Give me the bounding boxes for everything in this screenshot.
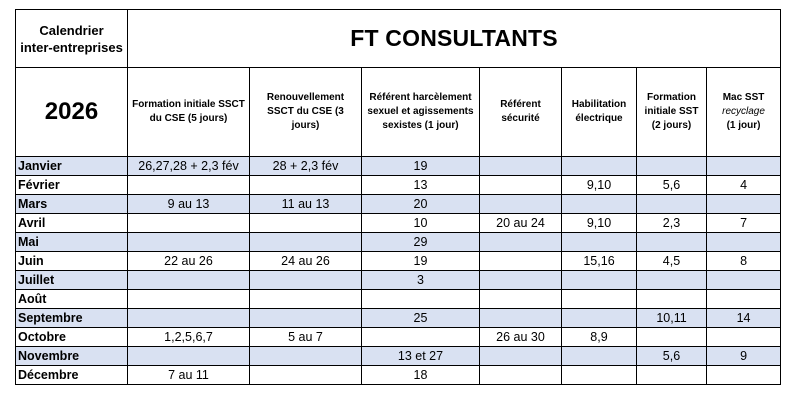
table-row (16, 271, 781, 290)
session-dates-cell: 19 (362, 157, 480, 176)
month-label: Juillet (16, 271, 128, 290)
session-dates-cell: 24 au 26 (250, 252, 362, 271)
session-dates-cell: 22 au 26 (128, 252, 250, 271)
session-dates-cell (707, 366, 781, 385)
session-dates-cell (250, 366, 362, 385)
title-row (16, 10, 781, 68)
month-label: Février (16, 176, 128, 195)
table-row (16, 176, 781, 195)
session-dates-cell: 14 (707, 309, 781, 328)
session-dates-cell: 13 et 27 (362, 347, 480, 366)
session-dates-cell (707, 233, 781, 252)
table-row (16, 290, 781, 309)
session-dates-cell (707, 271, 781, 290)
session-dates-cell (250, 290, 362, 309)
session-dates-cell: 19 (362, 252, 480, 271)
table-row (16, 195, 781, 214)
session-dates-cell: 9 (707, 347, 781, 366)
table-row (16, 214, 781, 233)
table-row (16, 366, 781, 385)
column-header-7 (707, 68, 781, 157)
session-dates-cell (562, 290, 637, 309)
session-dates-cell (250, 347, 362, 366)
column-header-duration: (1 jour) (726, 120, 761, 131)
session-dates-cell (128, 347, 250, 366)
table-row (16, 157, 781, 176)
month-label: Octobre (16, 328, 128, 347)
session-dates-cell: 7 au 11 (128, 366, 250, 385)
column-header-2 (250, 68, 362, 157)
month-label: Mai (16, 233, 128, 252)
session-dates-cell (562, 157, 637, 176)
session-dates-cell: 9,10 (562, 214, 637, 233)
column-header-label: Habilitation électrique (571, 99, 627, 124)
session-dates-cell: 2,3 (637, 214, 707, 233)
session-dates-cell (562, 309, 637, 328)
column-header-3 (362, 68, 480, 157)
session-dates-cell: 10,11 (637, 309, 707, 328)
session-dates-cell: 9,10 (562, 176, 637, 195)
session-dates-cell: 5 au 7 (250, 328, 362, 347)
calendar-label (16, 10, 128, 68)
company-title: FT CONSULTANTS (128, 10, 781, 68)
session-dates-cell (250, 214, 362, 233)
table-row (16, 328, 781, 347)
session-dates-cell: 11 au 13 (250, 195, 362, 214)
column-header-4 (480, 68, 562, 157)
month-label: Septembre (16, 309, 128, 328)
training-calendar-table (15, 9, 781, 385)
session-dates-cell (480, 290, 562, 309)
session-dates-cell (250, 233, 362, 252)
session-dates-cell: 28 + 2,3 fév (250, 157, 362, 176)
session-dates-cell: 25 (362, 309, 480, 328)
session-dates-cell: 8 (707, 252, 781, 271)
month-label: Juin (16, 252, 128, 271)
session-dates-cell (480, 252, 562, 271)
session-dates-cell (637, 195, 707, 214)
session-dates-cell (128, 309, 250, 328)
month-label: Avril (16, 214, 128, 233)
column-header-sub: recyclage (722, 106, 765, 117)
month-label: Décembre (16, 366, 128, 385)
session-dates-cell: 1,2,5,6,7 (128, 328, 250, 347)
column-header-row (16, 68, 781, 157)
session-dates-cell (707, 328, 781, 347)
session-dates-cell (480, 366, 562, 385)
session-dates-cell: 7 (707, 214, 781, 233)
session-dates-cell (562, 271, 637, 290)
session-dates-cell: 29 (362, 233, 480, 252)
session-dates-cell (480, 347, 562, 366)
session-dates-cell (707, 195, 781, 214)
column-header-1 (128, 68, 250, 157)
column-header-label: Formation initiale SSCT du CSE (5 jours) (132, 99, 245, 124)
session-dates-cell (562, 233, 637, 252)
session-dates-cell (250, 309, 362, 328)
calendar-label-line-1: Calendrier (39, 22, 104, 38)
column-header-label: Formation initiale SST (2 jours) (644, 92, 699, 131)
session-dates-cell (480, 176, 562, 195)
session-dates-cell: 4 (707, 176, 781, 195)
session-dates-cell (637, 271, 707, 290)
session-dates-cell (362, 290, 480, 309)
session-dates-cell (707, 157, 781, 176)
session-dates-cell (637, 290, 707, 309)
session-dates-cell (250, 176, 362, 195)
session-dates-cell (480, 271, 562, 290)
session-dates-cell (362, 328, 480, 347)
session-dates-cell: 5,6 (637, 176, 707, 195)
session-dates-cell (637, 157, 707, 176)
session-dates-cell (480, 195, 562, 214)
session-dates-cell (128, 290, 250, 309)
session-dates-cell (480, 309, 562, 328)
column-header-6 (637, 68, 707, 157)
table-row (16, 252, 781, 271)
session-dates-cell: 8,9 (562, 328, 637, 347)
session-dates-cell: 9 au 13 (128, 195, 250, 214)
session-dates-cell (128, 271, 250, 290)
column-header-label: Renouvellement SSCT du CSE (3 jours) (266, 92, 345, 131)
session-dates-cell (637, 233, 707, 252)
session-dates-cell: 13 (362, 176, 480, 195)
column-header-label: Référent sécurité (500, 99, 541, 124)
session-dates-cell (562, 195, 637, 214)
session-dates-cell: 26,27,28 + 2,3 fév (128, 157, 250, 176)
session-dates-cell: 26 au 30 (480, 328, 562, 347)
session-dates-cell (480, 157, 562, 176)
column-header-5 (562, 68, 637, 157)
session-dates-cell (250, 271, 362, 290)
session-dates-cell: 5,6 (637, 347, 707, 366)
session-dates-cell (637, 366, 707, 385)
year-label: 2026 (16, 68, 128, 157)
table-row (16, 233, 781, 252)
session-dates-cell (562, 347, 637, 366)
session-dates-cell (562, 366, 637, 385)
session-dates-cell: 18 (362, 366, 480, 385)
session-dates-cell (480, 233, 562, 252)
session-dates-cell (637, 328, 707, 347)
session-dates-cell (128, 214, 250, 233)
session-dates-cell: 4,5 (637, 252, 707, 271)
month-label: Mars (16, 195, 128, 214)
table-row (16, 347, 781, 366)
session-dates-cell (707, 290, 781, 309)
month-label: Janvier (16, 157, 128, 176)
session-dates-cell: 20 (362, 195, 480, 214)
session-dates-cell (128, 233, 250, 252)
column-header-label: Mac SST (722, 92, 765, 103)
session-dates-cell: 15,16 (562, 252, 637, 271)
session-dates-cell (128, 176, 250, 195)
month-label: Août (16, 290, 128, 309)
table-row (16, 309, 781, 328)
calendar-label-line-2: inter-entreprises (20, 39, 123, 55)
month-label: Novembre (16, 347, 128, 366)
session-dates-cell: 3 (362, 271, 480, 290)
session-dates-cell: 10 (362, 214, 480, 233)
session-dates-cell: 20 au 24 (480, 214, 562, 233)
column-header-label: Référent harcèlement sexuel et agissements sexistes (1 jour) (367, 92, 474, 131)
